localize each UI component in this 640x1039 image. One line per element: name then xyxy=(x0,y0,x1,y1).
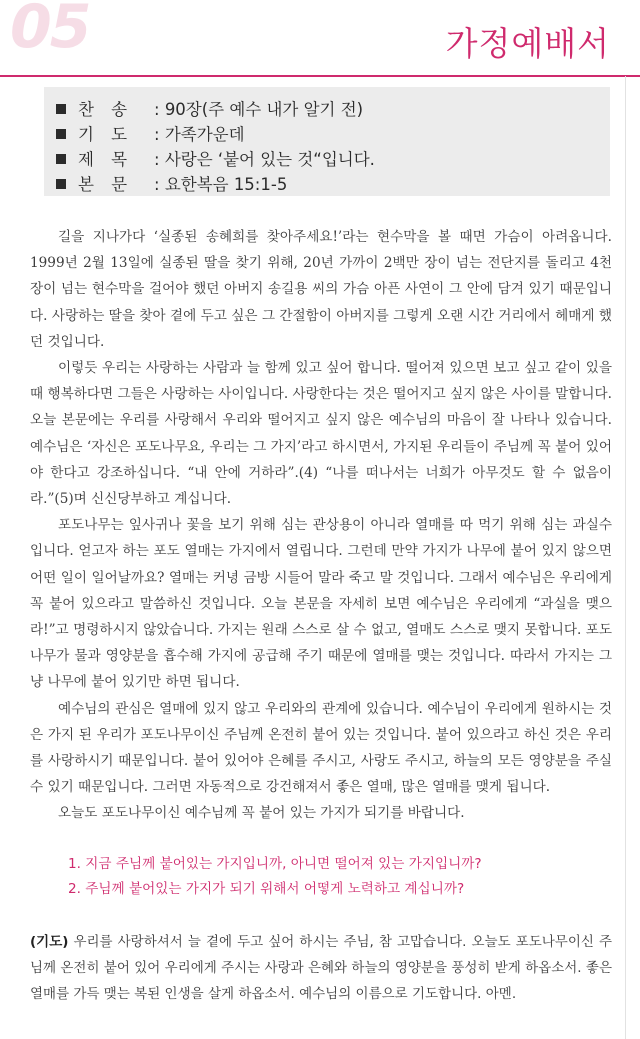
info-row-scripture xyxy=(56,171,287,195)
page-number: 05 xyxy=(10,0,90,62)
bullet-square-icon xyxy=(56,179,66,189)
info-colon: : xyxy=(154,150,165,169)
info-row-hymn xyxy=(56,96,363,120)
body-paragraph: 오늘도 포도나무이신 예수님께 꼭 붙어 있는 가지가 되기를 바랍니다. xyxy=(58,805,465,822)
closing-prayer xyxy=(30,929,612,1007)
info-value: 요한복음 15:1-5 xyxy=(164,175,288,194)
page-title: 가정예배서 xyxy=(445,24,610,63)
info-row-prayer xyxy=(56,121,245,145)
info-colon: : xyxy=(154,100,165,119)
info-key: 찬 송 xyxy=(78,100,134,119)
body-paragraph: 포도나무는 잎사귀나 꽃을 보기 위해 심는 관상용이 아니라 열매를 따 먹기 위해 심는 과실수입니다. 얻고자 하는 포도 열매는 가지에서 열립니다. 그런데 만약 가지가 나무에 붙어 있지 않으면 어떤 일이 일어날까요? 열매는 커녕 금방 시들어 말라 죽고 말 것입니다. 그래서 예수님은 우리에게 꼭 붙어 있으라고 말씀하신 것입니다. 오늘 본문을 자세히 보면 예수님은 우리에게 “과실을 맺으라!”고 명령하시지 않았습니다. 가지는 원래 스스로 살 수 없고, 열매도 스스로 맺지 못합니다. 포도나무가 물과 영양분을 흡수해 가지에 공급해 주기 때문에 열매를 맺는 것입니다. 따라서 가지는 그냥 나무에 붙어 있기만 하면 됩니다. xyxy=(30,517,612,691)
info-row-subject xyxy=(56,146,375,170)
info-value: 사랑은 ‘붙어 있는 것“입니다. xyxy=(164,150,375,169)
info-colon: : xyxy=(154,175,165,194)
info-key: 기 도 xyxy=(78,125,134,144)
prayer-text: 우리를 사랑하셔서 늘 곁에 두고 싶어 하시는 주님, 참 고맙습니다. 오늘도 포도나무이신 주님께 온전히 붙어 있어 우리에게 주시는 사랑과 은혜와 하늘의 영양분을 풍성히 받게 하옵소서. 좋은 열매를 가득 맺는 복된 인생을 살게 하옵소서. 예수님의 이름으로 기도합니다. 아멘. xyxy=(30,934,612,1002)
bullet-square-icon xyxy=(56,104,66,114)
prayer-label: (기도) xyxy=(30,934,69,950)
info-colon: : xyxy=(154,125,165,144)
info-key: 본 문 xyxy=(78,175,134,194)
side-border xyxy=(625,76,626,1039)
worship-info-box xyxy=(44,87,610,196)
body-paragraph: 길을 지나가다 ‘실종된 송혜희를 찾아주세요!’라는 현수막을 볼 때면 가슴이 아려옵니다. 1999년 2월 13일에 실종된 딸을 찾기 위해, 20년 가까이 2백만 장이 넘는 전단지를 돌리고 4천 장이 넘는 현수막을 걸어야 했던 아버지 송길용 씨의 가슴 아픈 사연이 그 안에 담겨 있기 때문입니다. 사랑하는 딸을 찾아 곁에 두고 싶은 그 간절함이 아버지를 그렇게 오랜 시간 거리에서 헤매게 했던 것입니다. xyxy=(30,229,612,350)
discussion-questions xyxy=(68,852,608,902)
info-key: 제 목 xyxy=(78,150,134,169)
info-value: 가족가운데 xyxy=(164,125,245,144)
body-paragraph: 이렇듯 우리는 사랑하는 사람과 늘 함께 있고 싶어 합니다. 떨어져 있으면 보고 싶고 같이 있을 때 행복하다면 그들은 사랑하는 사이입니다. 사랑한다는 것은 떨어지고 싶지 않은 사이를 말합니다. 오늘 본문에는 우리를 사랑해서 우리와 떨어지고 싶지 않은 예수님의 마음이 잘 나타나 있습니다. 예수님은 ‘자신은 포도나무요, 우리는 그 가지’라고 하시면서, 가지된 우리들이 주님께 꼭 붙어 있어야 한다고 강조하십니다. “내 안에 거하라”.(4) “나를 떠나서는 너희가 아무것도 할 수 없음이라.”(5)며 신신당부하고 계십니다. xyxy=(30,360,612,508)
bullet-square-icon xyxy=(56,129,66,139)
info-value: 90장(주 예수 내가 알기 전) xyxy=(164,100,364,119)
body-paragraph: 예수님의 관심은 열매에 있지 않고 우리와의 관계에 있습니다. 예수님이 우리에게 원하시는 것은 가지 된 우리가 포도나무이신 주님께 온전히 붙어 있는 것입니다. 붙어 있으라고 하신 것은 우리를 사랑하시기 때문입니다. 붙어 있어야 은혜를 주시고, 사랑도 주시고, 하늘의 모든 영양분을 주실 수 있기 때문입니다. 그러면 자동적으로 강건해져서 좋은 열매, 많은 열매를 맺게 됩니다. xyxy=(30,700,612,796)
question-item: 2. 주님께 붙어있는 가지가 되기 위해서 어떻게 노력하고 계십니까? xyxy=(68,881,465,897)
sermon-body xyxy=(30,224,612,827)
question-item: 1. 지금 주님께 붙어있는 가지입니까, 아니면 떨어져 있는 가지입니까? xyxy=(68,856,482,872)
bullet-square-icon xyxy=(56,154,66,164)
title-divider xyxy=(0,75,640,77)
